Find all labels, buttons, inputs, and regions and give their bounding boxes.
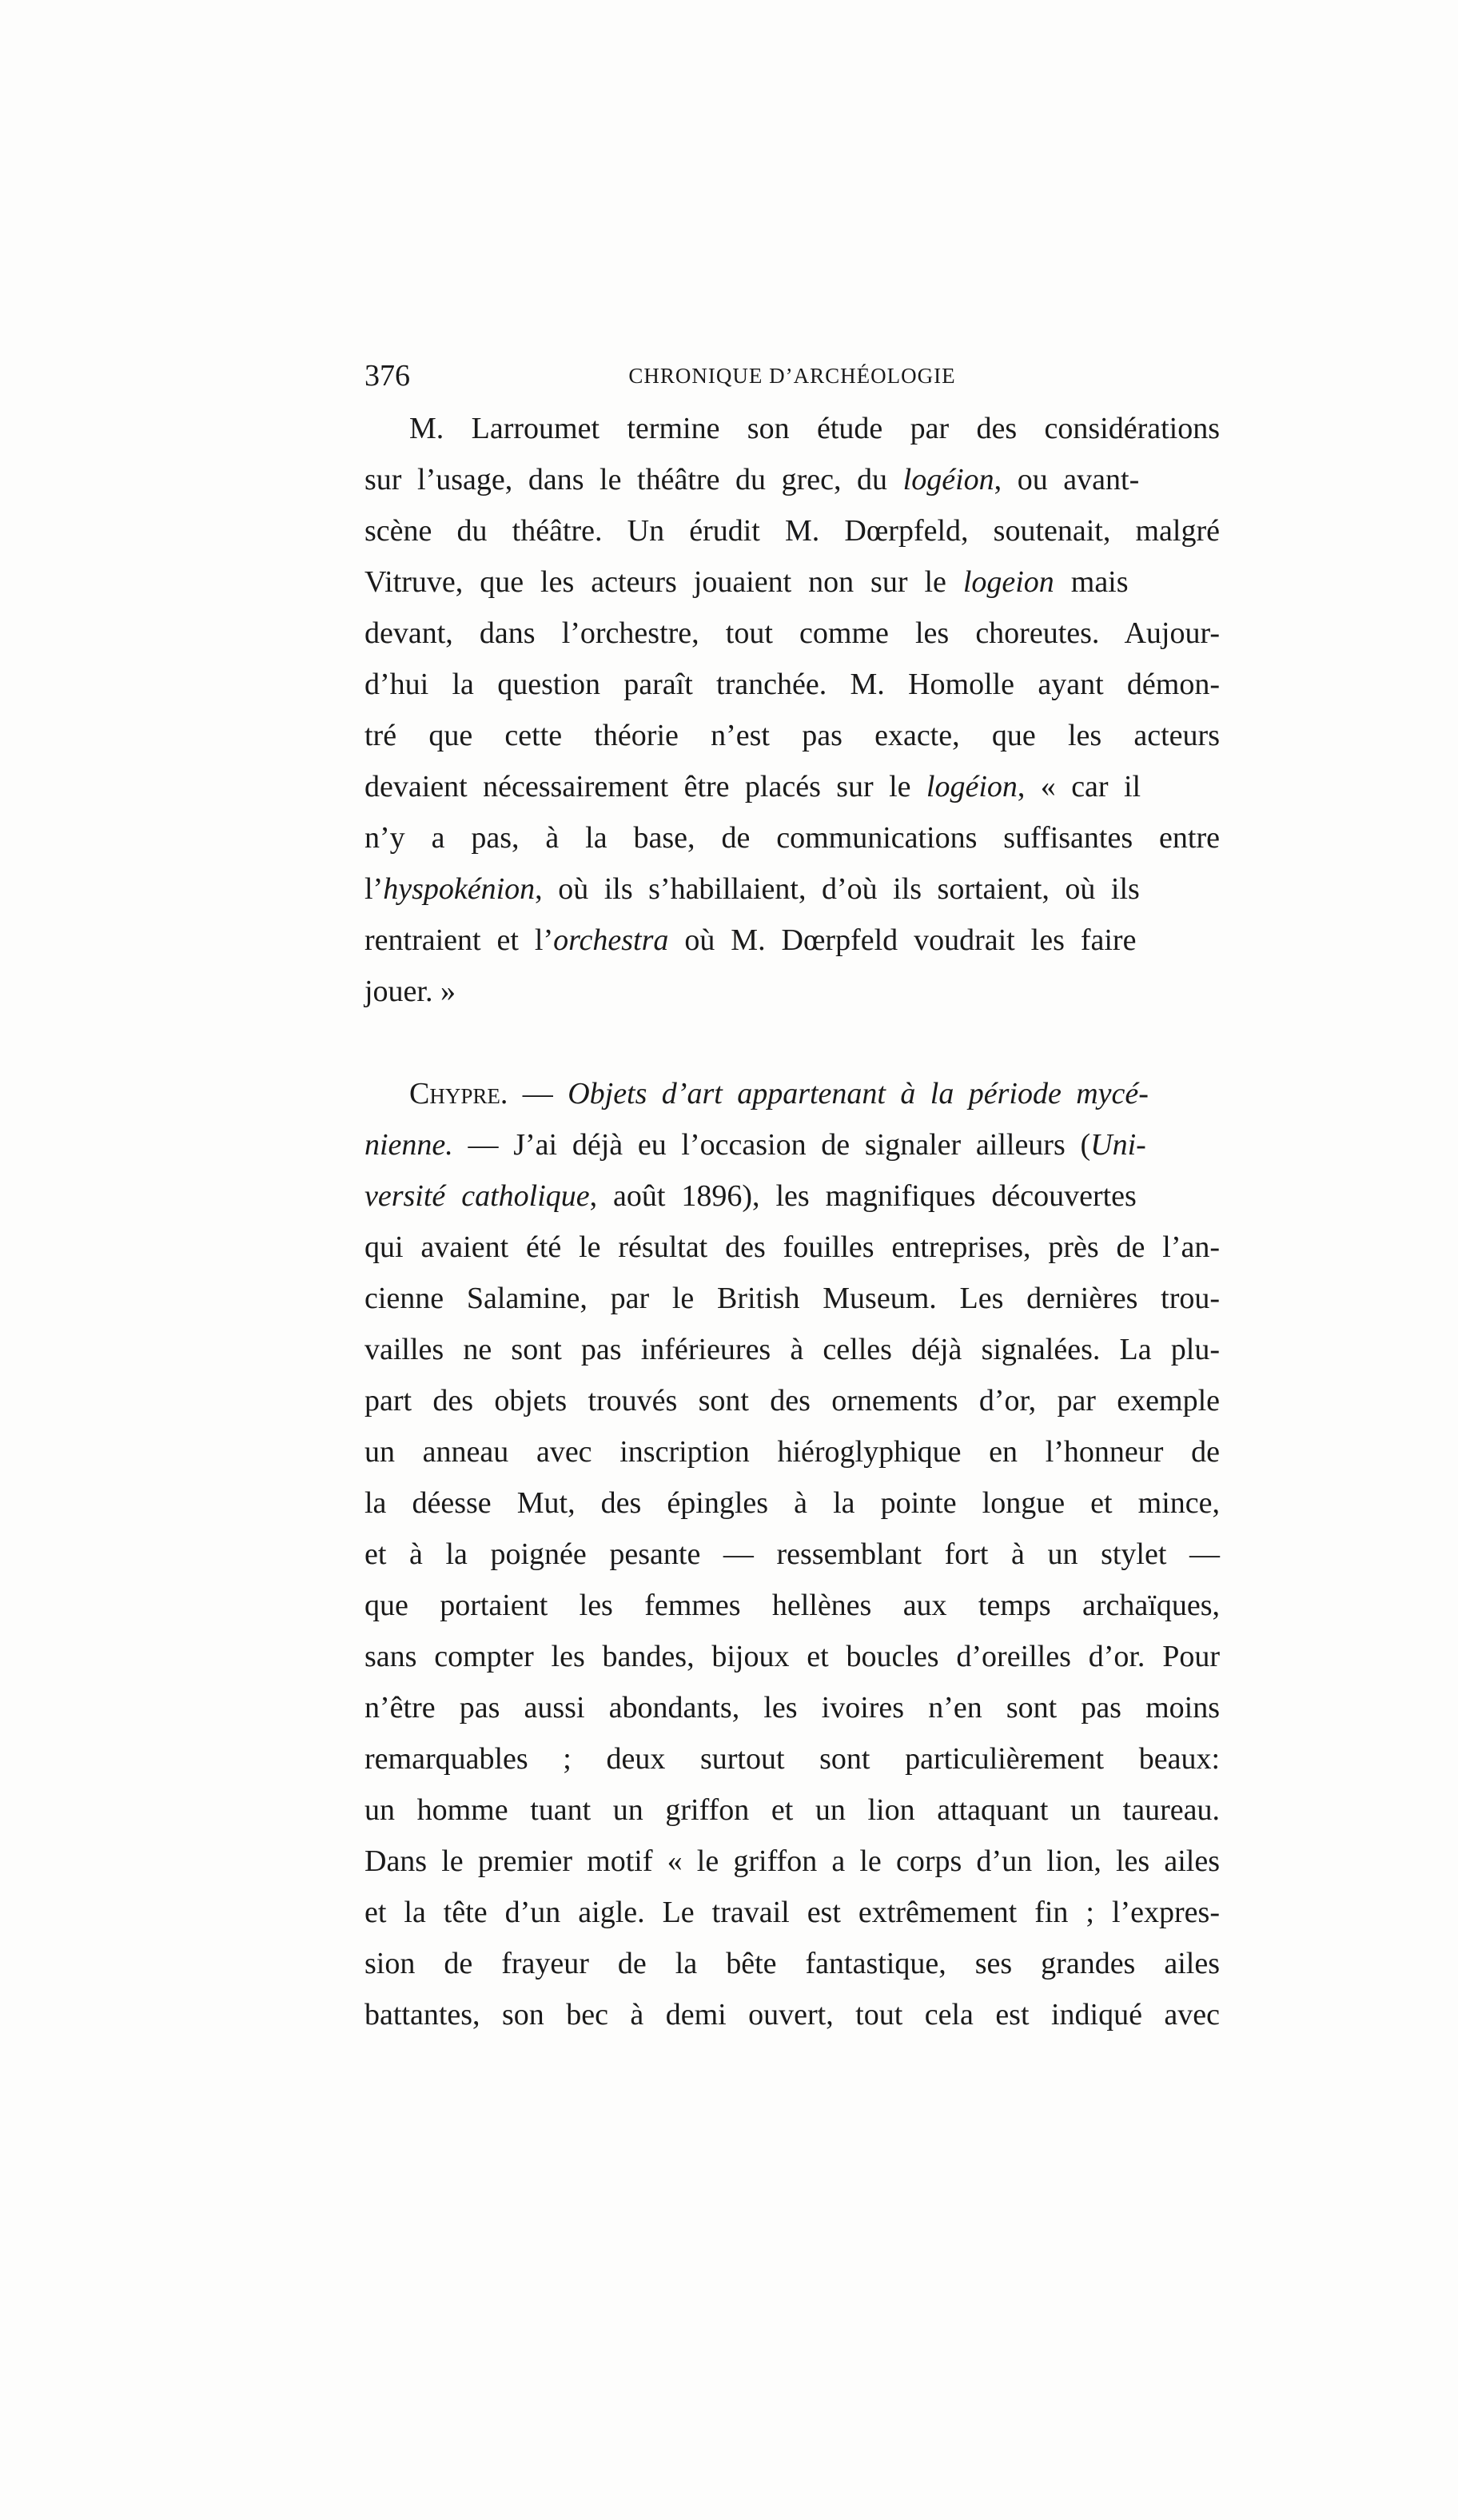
- text-line: tré que cette théorie n’est pas exacte, que les acteurs: [364, 719, 1220, 752]
- text-line: rentraient et l’orchestra où M. Dœrpfeld voudrait les faire: [364, 923, 1137, 957]
- text-line: M. Larroumet termine son étude par des considérations: [409, 412, 1220, 445]
- text-line: versité catholique, août 1896), les magnifiques découvertes: [364, 1179, 1137, 1213]
- text-line: devant, dans l’orchestre, tout comme les choreutes. Aujour-: [364, 616, 1220, 650]
- paragraph-gap: [364, 1017, 1220, 1068]
- text-line: et la tête d’un aigle. Le travail est extrêmement fin ; l’expres-: [364, 1896, 1220, 1929]
- text-line: un anneau avec inscription hiéroglyphique en l’honneur de: [364, 1435, 1220, 1469]
- text-line: Vitruve, que les acteurs jouaient non sur le logeion mais: [364, 565, 1129, 599]
- text-line: nienne. — J’ai déjà eu l’occasion de signaler ailleurs (Uni-: [364, 1128, 1146, 1162]
- italic-term: hyspokénion: [383, 872, 536, 906]
- text-line: battantes, son bec à demi ouvert, tout cela est indiqué avec: [364, 1998, 1220, 2032]
- body-text: [364, 403, 1220, 2040]
- page-number: 376: [364, 359, 410, 393]
- italic-term: Objets d’art appartenant à la période mycé-: [568, 1077, 1149, 1110]
- text-line: un homme tuant un griffon et un lion attaquant un taureau.: [364, 1793, 1220, 1827]
- text-line: Dans le premier motif « le griffon a le corps d’un lion, les ailes: [364, 1844, 1220, 1878]
- text-line: la déesse Mut, des épingles à la pointe longue et mince,: [364, 1486, 1220, 1520]
- text-line: n’être pas aussi abondants, les ivoires n’en sont pas moins: [364, 1691, 1220, 1725]
- text-line: que portaient les femmes hellènes aux temps archaïques,: [364, 1589, 1220, 1622]
- text-line: jouer. »: [364, 975, 456, 1008]
- text-line: vailles ne sont pas inférieures à celles déjà signalées. La plu-: [364, 1333, 1220, 1366]
- text-line: d’hui la question paraît tranchée. M. Homolle ayant démon-: [364, 668, 1220, 701]
- italic-term: logéion: [926, 770, 1018, 803]
- text-line: scène du théâtre. Un érudit M. Dœrpfeld, soutenait, malgré: [364, 514, 1220, 548]
- italic-term: nienne.: [364, 1128, 453, 1162]
- text-line: part des objets trouvés sont des ornements d’or, par exemple: [364, 1384, 1220, 1418]
- section-heading: Chypre: [409, 1077, 500, 1110]
- text-line: Chypre. — Objets d’art appartenant à la période mycé-: [409, 1077, 1149, 1110]
- text-line: qui avaient été le résultat des fouilles entreprises, près de l’an-: [364, 1230, 1220, 1264]
- italic-term: orchestra: [553, 923, 669, 957]
- text-line: et à la poignée pesante — ressemblant fort à un stylet —: [364, 1537, 1220, 1571]
- italic-term: logéion: [902, 463, 994, 496]
- text-line: cienne Salamine, par le British Museum. Les dernières trou-: [364, 1282, 1220, 1315]
- italic-term: versité catholique: [364, 1179, 590, 1213]
- text-line: l’hyspokénion, où ils s’habillaient, d’où ils sortaient, où ils: [364, 872, 1140, 906]
- running-head: [364, 352, 1220, 400]
- italic-term: Uni-: [1090, 1128, 1146, 1162]
- text-line: sion de frayeur de la bête fantastique, ses grandes ailes: [364, 1947, 1220, 1980]
- text-line: sur l’usage, dans le théâtre du grec, du logéion, ou avant-: [364, 463, 1140, 496]
- text-line: remarquables ; deux surtout sont particulièrement beaux:: [364, 1742, 1220, 1776]
- text-line: devaient nécessairement être placés sur le logéion, « car il: [364, 770, 1141, 803]
- text-line: n’y a pas, à la base, de communications suffisantes entre: [364, 821, 1220, 855]
- italic-term: logeion: [962, 565, 1054, 599]
- running-title: CHRONIQUE D’ARCHÉOLOGIE: [628, 364, 956, 388]
- text-line: sans compter les bandes, bijoux et boucles d’oreilles d’or. Pour: [364, 1640, 1220, 1673]
